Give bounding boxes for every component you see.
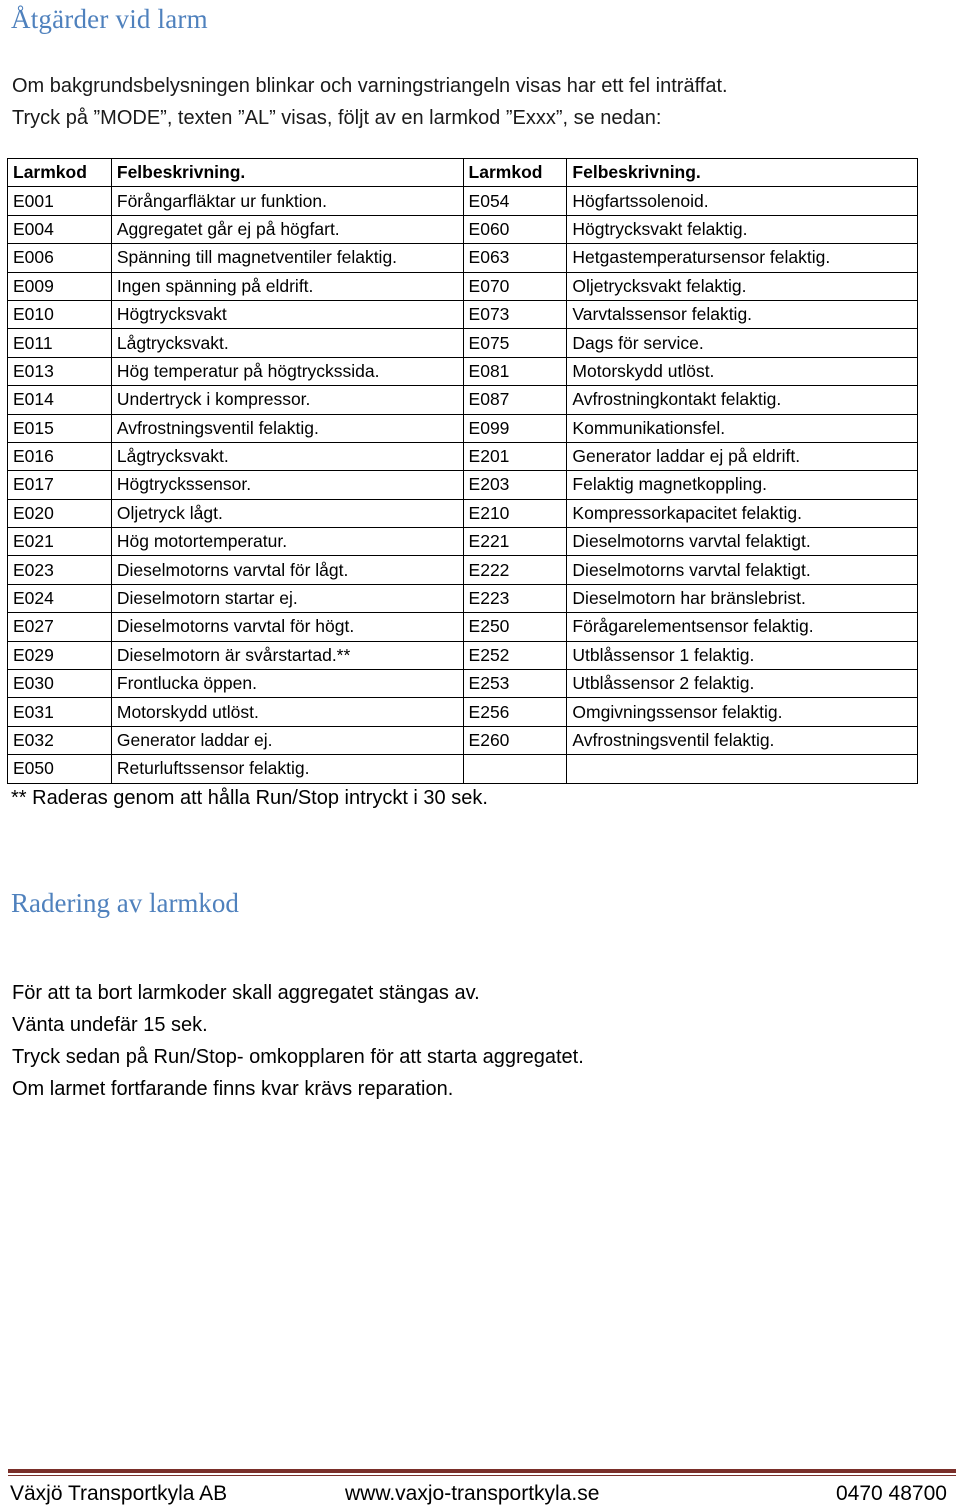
table-row — [8, 215, 918, 243]
description-cell: Oljetrycksvakt felaktig. — [567, 272, 918, 300]
alarm-code-cell: E203 — [463, 471, 567, 499]
footer-divider — [8, 1475, 956, 1476]
description-cell: Dieselmotorns varvtal för lågt. — [111, 556, 463, 584]
alarm-code-cell: E024 — [8, 584, 112, 612]
table-body — [8, 187, 918, 783]
alarm-code-cell: E073 — [463, 300, 567, 328]
alarm-code-cell: E020 — [8, 499, 112, 527]
table-row — [8, 613, 918, 641]
intro-line-1: Om bakgrundsbelysningen blinkar och varningstriangeln visas har ett fel inträffat. — [12, 75, 728, 97]
section-title-clear-alarm: Radering av larmkod — [11, 888, 239, 918]
description-cell: Hög temperatur på högtryckssida. — [111, 357, 463, 385]
description-cell: Oljetryck lågt. — [111, 499, 463, 527]
description-cell: Lågtrycksvakt. — [111, 329, 463, 357]
table-row — [8, 329, 918, 357]
table-row — [8, 556, 918, 584]
alarm-code-cell: E223 — [463, 584, 567, 612]
alarm-code-cell: E006 — [8, 244, 112, 272]
table-row — [8, 414, 918, 442]
footer-website[interactable]: www.vaxjo-transportkyla.se — [345, 1482, 600, 1505]
instruction-line: Om larmet fortfarande finns kvar krävs reparation. — [12, 1078, 454, 1100]
footer-divider — [8, 1469, 956, 1473]
table-row — [8, 187, 918, 215]
table-row — [8, 641, 918, 669]
description-cell: Kompressorkapacitet felaktig. — [567, 499, 918, 527]
alarm-code-table — [7, 158, 918, 784]
alarm-code-cell: E011 — [8, 329, 112, 357]
alarm-code-cell: E087 — [463, 386, 567, 414]
intro-line-2: Tryck på ”MODE”, texten ”AL” visas, följt av en larmkod ”Exxx”, se nedan: — [12, 107, 662, 129]
description-cell: Ingen spänning på eldrift. — [111, 272, 463, 300]
header-description: Felbeskrivning. — [111, 159, 463, 187]
alarm-code-cell: E250 — [463, 613, 567, 641]
alarm-code-cell: E256 — [463, 698, 567, 726]
table-header-row — [8, 159, 918, 187]
description-cell: Avfrostningsventil felaktig. — [567, 726, 918, 754]
instruction-line: Vänta undefär 15 sek. — [12, 1014, 208, 1036]
alarm-code-cell: E031 — [8, 698, 112, 726]
table-row — [8, 357, 918, 385]
description-cell: Omgivningssensor felaktig. — [567, 698, 918, 726]
alarm-code-cell: E054 — [463, 187, 567, 215]
description-cell: Kommunikationsfel. — [567, 414, 918, 442]
alarm-code-cell: E070 — [463, 272, 567, 300]
description-cell: Generator laddar ej. — [111, 726, 463, 754]
description-cell: Lågtrycksvakt. — [111, 442, 463, 470]
alarm-code-cell: E027 — [8, 613, 112, 641]
table-row — [8, 272, 918, 300]
alarm-code-cell: E050 — [8, 755, 112, 783]
header-alarm-code: Larmkod — [463, 159, 567, 187]
table-row — [8, 471, 918, 499]
description-cell: Dags för service. — [567, 329, 918, 357]
alarm-code-cell: E001 — [8, 187, 112, 215]
table-row — [8, 442, 918, 470]
alarm-code-cell: E014 — [8, 386, 112, 414]
description-cell: Returluftssensor felaktig. — [111, 755, 463, 783]
table-row — [8, 584, 918, 612]
alarm-code-cell: E029 — [8, 641, 112, 669]
description-cell: Dieselmotorns varvtal felaktigt. — [567, 528, 918, 556]
description-cell: Förångarfläktar ur funktion. — [111, 187, 463, 215]
alarm-code-cell: E081 — [463, 357, 567, 385]
alarm-code-cell: E222 — [463, 556, 567, 584]
description-cell: Avfrostningsventil felaktig. — [111, 414, 463, 442]
description-cell: Högfartssolenoid. — [567, 187, 918, 215]
alarm-code-cell: E060 — [463, 215, 567, 243]
header-description: Felbeskrivning. — [567, 159, 918, 187]
description-cell: Dieselmotorns varvtal felaktigt. — [567, 556, 918, 584]
alarm-code-cell: E221 — [463, 528, 567, 556]
description-cell: Hög motortemperatur. — [111, 528, 463, 556]
alarm-code-cell: E021 — [8, 528, 112, 556]
alarm-code-cell: E063 — [463, 244, 567, 272]
alarm-code-cell: E023 — [8, 556, 112, 584]
header-alarm-code: Larmkod — [8, 159, 112, 187]
description-cell: Aggregatet går ej på högfart. — [111, 215, 463, 243]
alarm-code-cell: E010 — [8, 300, 112, 328]
description-cell: Dieselmotorn är svårstartad.** — [111, 641, 463, 669]
alarm-code-cell: E032 — [8, 726, 112, 754]
alarm-code-cell: E009 — [8, 272, 112, 300]
description-cell: Dieselmotorn har bränslebrist. — [567, 584, 918, 612]
description-cell: Högtrycksvakt felaktig. — [567, 215, 918, 243]
instruction-line: För att ta bort larmkoder skall aggregatet stängas av. — [12, 982, 480, 1004]
table-row — [8, 698, 918, 726]
description-cell: Högtryckssensor. — [111, 471, 463, 499]
table-row — [8, 499, 918, 527]
alarm-code-cell: E260 — [463, 726, 567, 754]
description-cell: Förågarelementsensor felaktig. — [567, 613, 918, 641]
alarm-code-cell: E004 — [8, 215, 112, 243]
table-row — [8, 244, 918, 272]
description-cell: Frontlucka öppen. — [111, 670, 463, 698]
alarm-code-cell: E075 — [463, 329, 567, 357]
description-cell: Varvtalssensor felaktig. — [567, 300, 918, 328]
description-cell: Dieselmotorn startar ej. — [111, 584, 463, 612]
description-cell: Utblåssensor 2 felaktig. — [567, 670, 918, 698]
alarm-code-cell: E201 — [463, 442, 567, 470]
description-cell: Generator laddar ej på eldrift. — [567, 442, 918, 470]
footer-phone: 0470 48700 — [836, 1482, 947, 1505]
description-cell: Utblåssensor 1 felaktig. — [567, 641, 918, 669]
table-row — [8, 670, 918, 698]
alarm-code-cell: E016 — [8, 442, 112, 470]
table-row — [8, 726, 918, 754]
description-cell: Felaktig magnetkoppling. — [567, 471, 918, 499]
description-cell: Avfrostningkontakt felaktig. — [567, 386, 918, 414]
alarm-code-cell — [463, 755, 567, 783]
table-row — [8, 528, 918, 556]
alarm-code-cell: E015 — [8, 414, 112, 442]
description-cell — [567, 755, 918, 783]
description-cell: Hetgastemperatursensor felaktig. — [567, 244, 918, 272]
table-row — [8, 386, 918, 414]
table-row — [8, 300, 918, 328]
section-title-alarm-actions: Åtgärder vid larm — [11, 4, 208, 34]
table-row — [8, 755, 918, 783]
description-cell: Spänning till magnetventiler felaktig. — [111, 244, 463, 272]
alarm-code-cell: E017 — [8, 471, 112, 499]
footer-company: Växjö Transportkyla AB — [10, 1482, 228, 1505]
alarm-code-cell: E210 — [463, 499, 567, 527]
description-cell: Dieselmotorns varvtal för högt. — [111, 613, 463, 641]
instruction-line: Tryck sedan på Run/Stop- omkopplaren för att starta aggregatet. — [12, 1046, 584, 1068]
alarm-code-cell: E030 — [8, 670, 112, 698]
table-footnote: ** Raderas genom att hålla Run/Stop intryckt i 30 sek. — [11, 787, 488, 809]
alarm-code-cell: E252 — [463, 641, 567, 669]
alarm-code-cell: E013 — [8, 357, 112, 385]
description-cell: Högtrycksvakt — [111, 300, 463, 328]
description-cell: Motorskydd utlöst. — [567, 357, 918, 385]
alarm-code-cell: E099 — [463, 414, 567, 442]
description-cell: Undertryck i kompressor. — [111, 386, 463, 414]
alarm-code-cell: E253 — [463, 670, 567, 698]
description-cell: Motorskydd utlöst. — [111, 698, 463, 726]
